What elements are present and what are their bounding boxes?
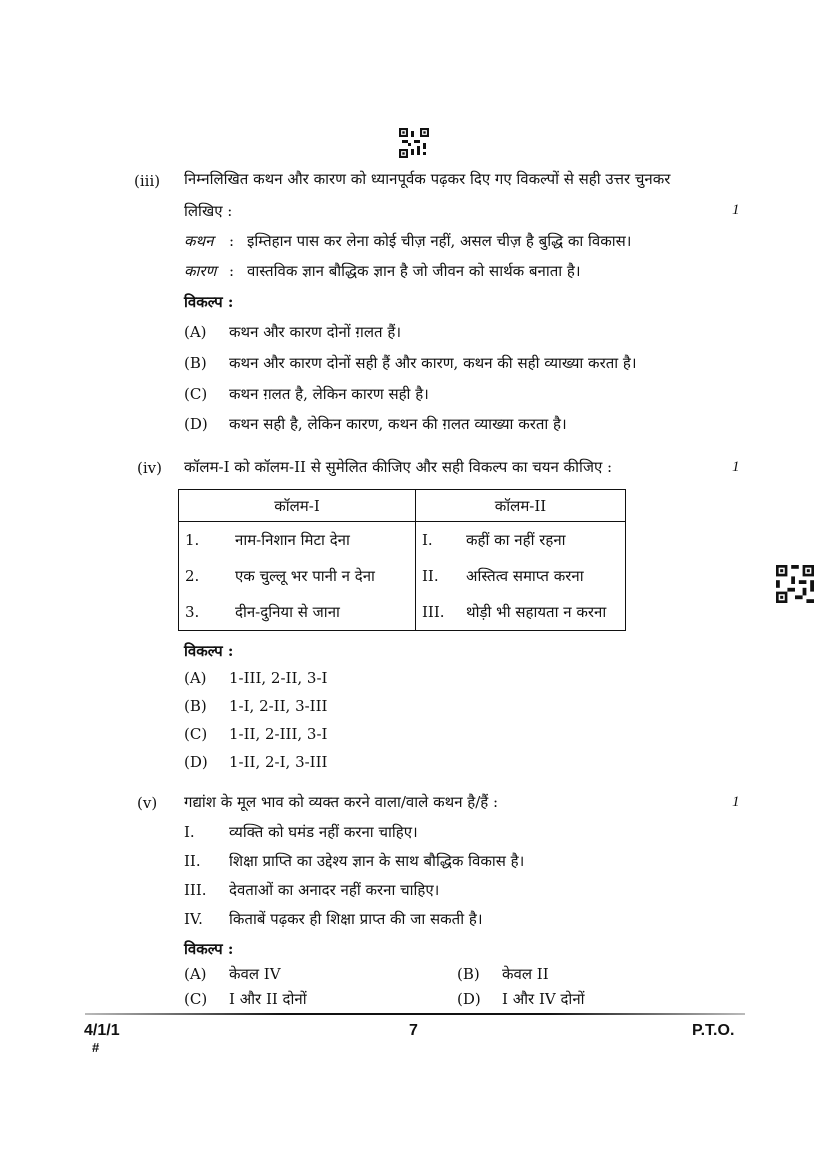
row-text: एक चुल्लू भर पानी न देना [235, 566, 375, 585]
assertion-label: कथन [184, 232, 214, 250]
table-row [179, 522, 626, 558]
question-prompt: गद्यांश के मूल भाव को व्यक्त करने वाला/वाले कथन है/हैं : [184, 793, 499, 811]
question-prompt-line1: निम्नलिखित कथन और कारण को ध्यानपूर्वक पढ़कर दिए गए विकल्पों से सही उत्तर चुनकर [184, 170, 671, 188]
row-roman: II. [422, 566, 439, 585]
hash-mark: # [92, 1040, 100, 1055]
row-roman: I. [422, 530, 433, 549]
question-marks: 1 [732, 202, 740, 218]
row-number: 1. [185, 530, 200, 549]
options-heading: विकल्प : [184, 642, 234, 660]
column-2-header [416, 490, 626, 522]
question-marks: 1 [732, 459, 740, 475]
option-key: (D) [184, 753, 208, 771]
reason-colon: : [229, 262, 235, 280]
statement-text: देवताओं का अनादर नहीं करना चाहिए। [229, 881, 440, 899]
option-key: (A) [184, 669, 207, 687]
row-text: थोड़ी भी सहायता न करना [466, 602, 607, 621]
option-key: (B) [184, 354, 207, 372]
option-text: कथन और कारण दोनों ग़लत हैं। [229, 323, 402, 341]
statement-key: I. [184, 823, 195, 841]
row-text: नाम-निशान मिटा देना [235, 530, 350, 549]
question-prompt-line2: लिखिए : [184, 202, 233, 220]
option-text: केवल IV [229, 965, 281, 983]
row-text: दीन-दुनिया से जाना [235, 602, 340, 621]
page-number: 7 [409, 1022, 418, 1039]
option-key: (B) [184, 697, 207, 715]
column-1-header-label: कॉलम-I [274, 496, 320, 515]
assertion-colon: : [229, 232, 235, 250]
row-text: अस्तित्व समाप्त करना [466, 566, 584, 585]
table-header-row [179, 490, 626, 522]
qr-code-top [399, 128, 429, 158]
footer-rule [85, 1013, 745, 1015]
option-key: (A) [184, 965, 207, 983]
option-text: केवल II [502, 965, 549, 983]
option-key: (B) [457, 965, 480, 983]
column-1-header [179, 490, 416, 522]
assertion-text: इम्तिहान पास कर लेना कोई चीज़ नहीं, असल चीज़ है बुद्धि का विकास। [247, 232, 632, 250]
statement-key: II. [184, 852, 201, 870]
option-key: (C) [184, 385, 208, 403]
statement-key: IV. [184, 910, 203, 928]
option-text: I और IV दोनों [502, 990, 585, 1008]
option-key: (A) [184, 323, 207, 341]
row-number: 2. [185, 566, 200, 585]
option-text: 1-I, 2-II, 3-III [229, 697, 328, 715]
question-prompt: कॉलम-I को कॉलम-II से सुमेलित कीजिए और सही विकल्प का चयन कीजिए : [184, 458, 613, 476]
option-text: कथन सही है, लेकिन कारण, कथन की ग़लत व्याख्या करता है। [229, 415, 567, 433]
column-2-header-label: कॉलम-II [494, 496, 547, 515]
option-key: (D) [457, 990, 481, 1008]
row-text: कहीं का नहीं रहना [466, 530, 566, 549]
pto-label: P.T.O. [692, 1022, 735, 1039]
reason-text: वास्तविक ज्ञान बौद्धिक ज्ञान है जो जीवन को सार्थक बनाता है। [247, 262, 581, 280]
option-key: (C) [184, 725, 208, 743]
table-row [179, 594, 626, 631]
reason-label: कारण [184, 262, 217, 280]
paper-code: 4/1/1 [84, 1022, 120, 1039]
statement-text: व्यक्ति को घमंड नहीं करना चाहिए। [229, 823, 418, 841]
table-row [179, 558, 626, 594]
option-text: I और II दोनों [229, 990, 307, 1008]
match-table [178, 489, 626, 631]
row-number: 3. [185, 602, 200, 621]
question-number: (iv) [137, 459, 162, 477]
option-text: कथन और कारण दोनों सही हैं और कारण, कथन की सही व्याख्या करता है। [229, 354, 637, 372]
option-text: 1-II, 2-I, 3-III [229, 753, 328, 771]
statement-text: शिक्षा प्राप्ति का उद्देश्य ज्ञान के साथ बौद्धिक विकास है। [229, 852, 525, 870]
options-heading: विकल्प : [184, 940, 234, 958]
question-number: (iii) [134, 172, 161, 190]
statement-key: III. [184, 881, 207, 899]
question-number: (v) [137, 794, 158, 812]
option-key: (D) [184, 415, 208, 433]
option-key: (C) [184, 990, 208, 1008]
qr-code-side [776, 565, 814, 603]
options-heading: विकल्प : [184, 293, 234, 311]
option-text: कथन ग़लत है, लेकिन कारण सही है। [229, 385, 429, 403]
statement-text: किताबें पढ़कर ही शिक्षा प्राप्त की जा सकती है। [229, 910, 483, 928]
option-text: 1-III, 2-II, 3-I [229, 669, 328, 687]
row-roman: III. [422, 602, 445, 621]
question-marks: 1 [732, 794, 740, 810]
option-text: 1-II, 2-III, 3-I [229, 725, 328, 743]
